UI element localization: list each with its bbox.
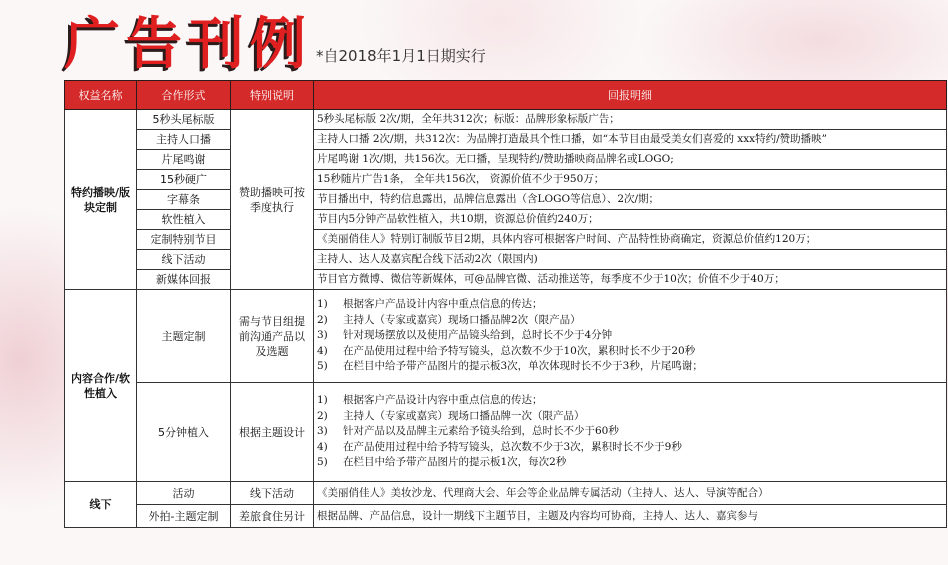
list-item: 5) 在栏目中给予带产品图片的提示板1次，每次2秒: [317, 456, 567, 469]
header-form: 合作形式: [137, 81, 231, 110]
list-item: 3) 针对现场摆放以及使用产品镜头给到，总时长不少于4分钟: [317, 329, 613, 342]
list-item: 1) 根据客户产品设计内容中重点信息的传达；: [317, 298, 543, 311]
form-cell: 15秒硬广: [137, 170, 231, 190]
detail-cell: 《美丽俏佳人》特别订制版节目2期，具体内容可根据客户时间、产品特性协商确定，资源总价值约120万；: [314, 230, 947, 250]
detail-cell: 节目官方微博、微信等新媒体，可@品牌官微、活动推送等，每季度不少于10次；价值不少于40万；: [314, 270, 947, 290]
table-row: [65, 170, 947, 190]
detail-cell: 《美丽俏佳人》美妆沙龙、代理商大会、年会等企业品牌专属活动（主持人、达人、导演等配合）: [314, 482, 947, 505]
table-row: [65, 210, 947, 230]
note-cell: 需与节目组提前沟通产品以及选题: [231, 290, 314, 383]
form-cell: 新媒体回报: [137, 270, 231, 290]
table-row: [65, 150, 947, 170]
category-cell: 内容合作/软性植入: [65, 290, 137, 482]
table-header-row: [65, 81, 947, 110]
detail-cell: 15秒随片广告1条， 全年共156次， 资源价值不少于950万；: [314, 170, 947, 190]
page-title: 广告刊例: [64, 12, 312, 77]
rate-card-table: [64, 80, 947, 528]
list-item: 4) 在产品使用过程中给予特写镜头，总次数不少于10次，累积时长不少于20秒: [317, 344, 696, 357]
detail-cell: 节目内5分钟产品软性植入，共10期，资源总价值约240万；: [314, 210, 947, 230]
list-item: 2) 主持人（专家或嘉宾）现场口播品牌2次（限产品）: [317, 313, 581, 326]
detail-cell: 5秒头尾标版 2次/期，全年共312次；标版：品牌形象标版广告；: [314, 110, 947, 130]
detail-cell: 根据品牌、产品信息，设计一期线下主题节目，主题及内容均可协商，主持人、达人、嘉宾参与: [314, 505, 947, 528]
list-item: 4) 在产品使用过程中给予特写镜头，总次数不少于3次，累积时长不少于9秒: [317, 440, 682, 453]
form-cell: 活动: [137, 482, 231, 505]
header-rights: 权益名称: [65, 81, 137, 110]
list-item: 3) 针对产品以及品牌主元素给予镜头给到，总时长不少于60秒: [317, 425, 619, 438]
detail-cell: [314, 383, 947, 482]
list-item: 1) 根据客户产品设计内容中重点信息的传达；: [317, 394, 543, 407]
detail-list: [317, 297, 943, 375]
list-item: 5) 在栏目中给予带产品图片的提示板3次，单次体现时长不少于3秒，片尾鸣谢；: [317, 360, 703, 373]
form-cell: 5分钟植入: [137, 383, 231, 482]
table-row: [65, 505, 947, 528]
form-cell: 片尾鸣谢: [137, 150, 231, 170]
form-cell: 主题定制: [137, 290, 231, 383]
form-cell: 5秒头尾标版: [137, 110, 231, 130]
table-row: [65, 270, 947, 290]
table-row: [65, 110, 947, 130]
header-detail: 回报明细: [314, 81, 947, 110]
form-cell: 字幕条: [137, 190, 231, 210]
form-cell: 外拍-主题定制: [137, 505, 231, 528]
note-cell: 根据主题设计: [231, 383, 314, 482]
detail-list: [317, 393, 943, 471]
detail-cell: 主持人口播 2次/期，共312次：为品牌打造最具个性口播，如“本节目由最受美女们喜爱的 xxx特约/赞助播映”: [314, 130, 947, 150]
list-item: 2) 主持人（专家或嘉宾）现场口播品牌一次（限产品）: [317, 409, 585, 422]
form-cell: 定制特别节目: [137, 230, 231, 250]
table-row: [65, 482, 947, 505]
table-row: [65, 130, 947, 150]
detail-cell: [314, 290, 947, 383]
detail-cell: 片尾鸣谢 1次/期，共156次。无口播，呈现特约/赞助播映商品牌名或LOGO;: [314, 150, 947, 170]
detail-cell: 节目播出中，特约信息露出，品牌信息露出（含LOGO等信息）、2次/期；: [314, 190, 947, 210]
form-cell: 线下活动: [137, 250, 231, 270]
table-row: [65, 250, 947, 270]
table-row: [65, 290, 947, 383]
form-cell: 主持人口播: [137, 130, 231, 150]
note-cell: 差旅食住另计: [231, 505, 314, 528]
category-cell: 特约播映/版块定制: [65, 110, 137, 290]
note-cell: 赞助播映可按季度执行: [231, 110, 314, 290]
form-cell: 软性植入: [137, 210, 231, 230]
header-note: 特别说明: [231, 81, 314, 110]
rate-card-table-wrap: [64, 80, 946, 528]
table-row: [65, 383, 947, 482]
detail-cell: 主持人、达人及嘉宾配合线下活动2次（限国内): [314, 250, 947, 270]
note-cell: 线下活动: [231, 482, 314, 505]
table-row: [65, 230, 947, 250]
table-row: [65, 190, 947, 210]
effective-date-note: *自2018年1月1日期实行: [316, 47, 486, 65]
heading: [64, 6, 486, 76]
category-cell: 线下: [65, 482, 137, 528]
